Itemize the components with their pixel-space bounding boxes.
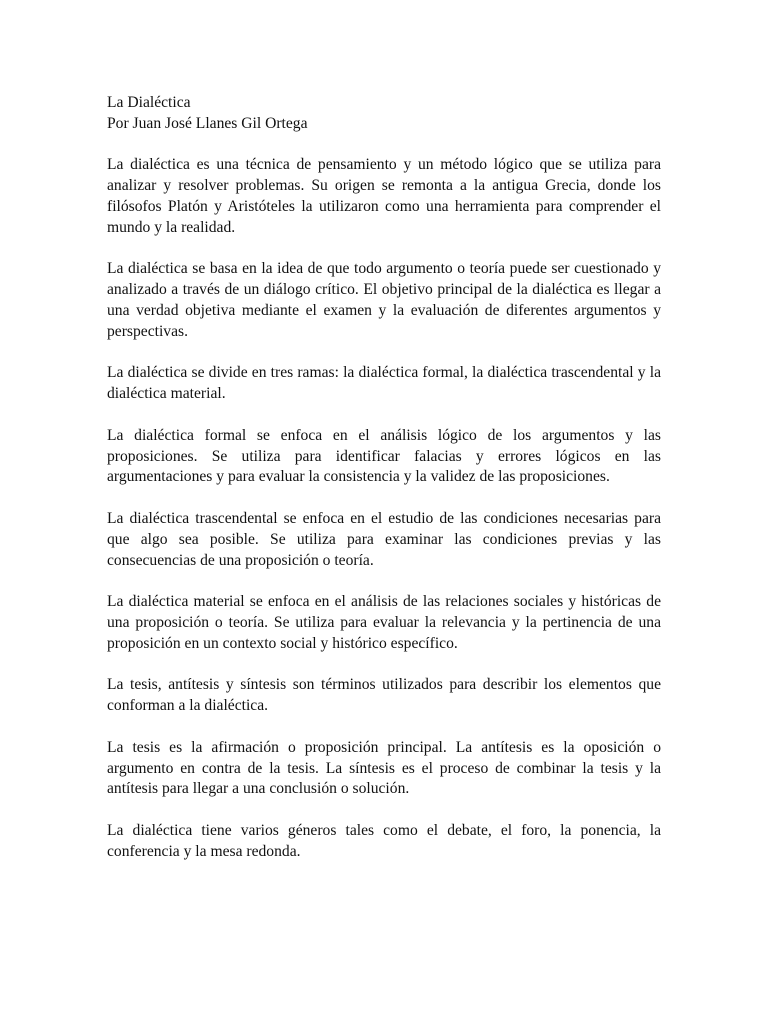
paragraph-transcendental: La dialéctica trascendental se enfoca en el estudio de las condiciones necesarias para que algo sea posible. Se utiliza para examinar las condiciones previas y las consecuencias de una proposición o teoría. — [107, 509, 661, 569]
paragraph-genres: La dialéctica tiene varios géneros tales como el debate, el foro, la ponencia, la conferencia y la mesa redonda. — [107, 821, 661, 860]
paragraph-basis: La dialéctica se basa en la idea de que todo argumento o teoría puede ser cuestionado y analizado a través de un diálogo crítico. El objetivo principal de la dialéctica es llegar a una verdad objetiva mediante el examen y la evaluación de diferentes argumentos y perspectivas. — [107, 260, 661, 340]
paragraph-thesis-antithesis-synthesis: La tesis, antítesis y síntesis son términos utilizados para describir los elementos que conforman a la dialéctica. — [107, 676, 661, 715]
document-body — [107, 93, 661, 862]
paragraph-branches: La dialéctica se divide en tres ramas: la dialéctica formal, la dialéctica trascendental y la dialéctica material. — [107, 364, 661, 403]
paragraph-intro: La dialéctica es una técnica de pensamiento y un método lógico que se utiliza para analizar y resolver problemas. Su origen se remonta a la antigua Grecia, donde los filósofos Platón y Aristóteles la utilizaron como una herramienta para comprender el mundo y la realidad. — [107, 156, 661, 236]
paragraph-definitions: La tesis es la afirmación o proposición principal. La antítesis es la oposición o argumento en contra de la tesis. La síntesis es el proceso de combinar la tesis y la antítesis para llegar a una conclusión o solución. — [107, 738, 661, 798]
paragraph-material: La dialéctica material se enfoca en el análisis de las relaciones sociales y históricas de una proposición o teoría. Se utiliza para evaluar la relevancia y la pertinencia de una proposición en un contexto social y histórico específico. — [107, 593, 661, 652]
author-line: Por Juan José Llanes Gil Ortega — [107, 114, 308, 132]
paragraph-formal: La dialéctica formal se enfoca en el análisis lógico de los argumentos y las proposiciones. Se utiliza para identificar falacias y errores lógicos en las argumentaciones y para evaluar la consistencia y la validez de las proposiciones. — [107, 426, 661, 486]
document-title: La Dialéctica — [107, 94, 191, 111]
